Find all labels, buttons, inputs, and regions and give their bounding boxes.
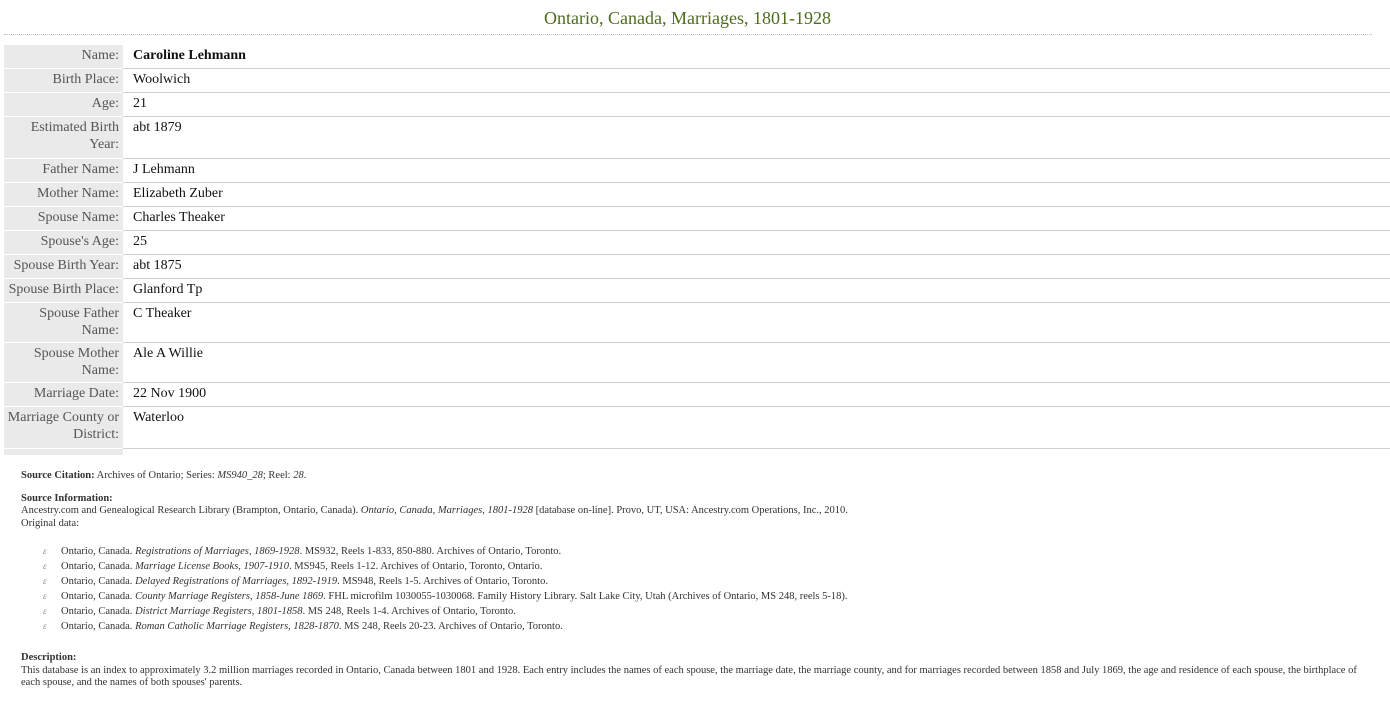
record-row [4,279,1390,303]
bullet-icon: ε [43,621,47,631]
original-data-post: . FHL microfilm 1030055-1030068. Family History Library. Salt Lake City, Utah (Archives of Ontario, MS 248, reels 5-18). [323,591,848,602]
source-information-post: [database on-line]. Provo, UT, USA: Ancestry.com Operations, Inc., 2010. [535,505,848,516]
source-citation-series: MS940_28 [217,470,263,481]
original-data-label: Original data: [21,517,80,529]
field-label: Marriage County or District: [4,407,123,449]
original-data-title: Marriage License Books, 1907-1910 [135,561,290,572]
original-data-item [43,589,1376,604]
original-data-post: . MS932, Reels 1-833, 850-880. Archives of Ontario, Toronto. [299,546,562,557]
record-row [4,159,1390,183]
original-data-pre: Ontario, Canada. [61,546,133,557]
record-row [4,207,1390,231]
field-label: Spouse Birth Year: [4,255,123,279]
field-value: Ale A Willie [123,343,1390,383]
original-data-post: . MS948, Reels 1-5. Archives of Ontario, Toronto. [337,576,548,587]
original-data-item [43,604,1376,619]
title-divider [4,34,1372,35]
label-column-end [4,449,123,456]
original-data-title: Registrations of Marriages, 1869-1928 [135,546,300,557]
field-label: Name: [4,45,123,69]
description-heading: Description: [21,652,77,663]
record-row [4,183,1390,207]
record-row [4,407,1390,449]
bullet-icon: ε [43,606,47,616]
field-value: C Theaker [123,303,1390,343]
field-value: abt 1875 [123,255,1390,279]
field-label: Age: [4,93,123,117]
field-value: Glanford Tp [123,279,1390,303]
bullet-icon: ε [43,576,47,586]
field-label: Spouse Birth Place: [4,279,123,303]
field-label: Spouse Name: [4,207,123,231]
source-information-heading: Source Information: [21,492,113,504]
field-value: 25 [123,231,1390,255]
source-citation-prefix: Archives of Ontario; Series: [96,470,215,481]
field-value: Charles Theaker [123,207,1390,231]
record-row [4,69,1390,93]
source-information-pre: Ancestry.com and Genealogical Research Library (Brampton, Ontario, Canada). [21,505,359,516]
original-data-item [43,574,1376,589]
field-label: Mother Name: [4,183,123,207]
field-label: Father Name: [4,159,123,183]
source-citation [21,470,1376,483]
field-value: 22 Nov 1900 [123,383,1390,407]
original-data-pre: Ontario, Canada. [61,591,133,602]
original-data-item [43,544,1376,559]
field-value: Caroline Lehmann [123,45,1390,69]
value-column-end [123,449,1390,456]
original-data-pre: Ontario, Canada. [61,606,133,617]
original-data-post: . MS 248, Reels 1-4. Archives of Ontario, Toronto. [302,606,516,617]
field-value: abt 1879 [123,117,1390,159]
original-data-title: District Marriage Registers, 1801-1858 [135,606,303,617]
original-data-list [21,544,1376,634]
source-section [21,470,1376,690]
original-data-post: . MS945, Reels 1-12. Archives of Ontario, Toronto, Ontario. [289,561,543,572]
record-row [4,383,1390,407]
bullet-icon: ε [43,546,47,556]
source-citation-heading: Source Citation: [21,470,95,481]
original-data-title: Delayed Registrations of Marriages, 1892-1919 [135,576,338,587]
record-row [4,93,1390,117]
source-information-db-title: Ontario, Canada, Marriages, 1801-1928 [360,505,533,516]
bullet-icon: ε [43,591,47,601]
source-citation-reel: 28 [293,470,304,481]
original-data-pre: Ontario, Canada. [61,576,133,587]
bullet-icon: ε [43,561,47,571]
field-label: Estimated Birth Year: [4,117,123,159]
record-row [4,255,1390,279]
field-label: Birth Place: [4,69,123,93]
field-label: Spouse's Age: [4,231,123,255]
field-value: 21 [123,93,1390,117]
record-table-footer [4,449,1390,456]
original-data-title: Roman Catholic Marriage Registers, 1828-1870 [135,621,339,632]
original-data-post: . MS 248, Reels 20-23. Archives of Ontario, Toronto. [338,621,563,632]
record-row [4,231,1390,255]
description [21,652,1376,690]
original-data-item [43,619,1376,634]
description-text: This database is an index to approximately 3.2 million marriages recorded in Ontario, Canada between 1801 and 1928. Each entry includes the names of each spouse, the marriage date, the marriage county, and for marriages recorded between 1858 and July 1869, the age and residence of each spouse, the birthplace of each spouse, and the names of both spouses' parents. [21,664,1357,688]
record-row [4,117,1390,159]
record-table [4,45,1390,455]
field-label: Spouse Mother Name: [4,343,123,383]
record-row [4,303,1390,343]
field-label: Marriage Date: [4,383,123,407]
original-data-title: County Marriage Registers, 1858-June 1869 [135,591,324,602]
record-row [4,45,1390,69]
page-title: Ontario, Canada, Marriages, 1801-1928 [544,8,831,28]
original-data-pre: Ontario, Canada. [61,621,133,632]
field-value: J Lehmann [123,159,1390,183]
field-value: Waterloo [123,407,1390,449]
source-citation-reel-label: ; Reel: [262,470,291,481]
original-data-item [43,559,1376,574]
field-value: Woolwich [123,69,1390,93]
record-row [4,343,1390,383]
field-label: Spouse Father Name: [4,303,123,343]
source-information [21,493,1376,635]
source-citation-end: . [303,470,307,481]
field-value: Elizabeth Zuber [123,183,1390,207]
original-data-pre: Ontario, Canada. [61,561,133,572]
